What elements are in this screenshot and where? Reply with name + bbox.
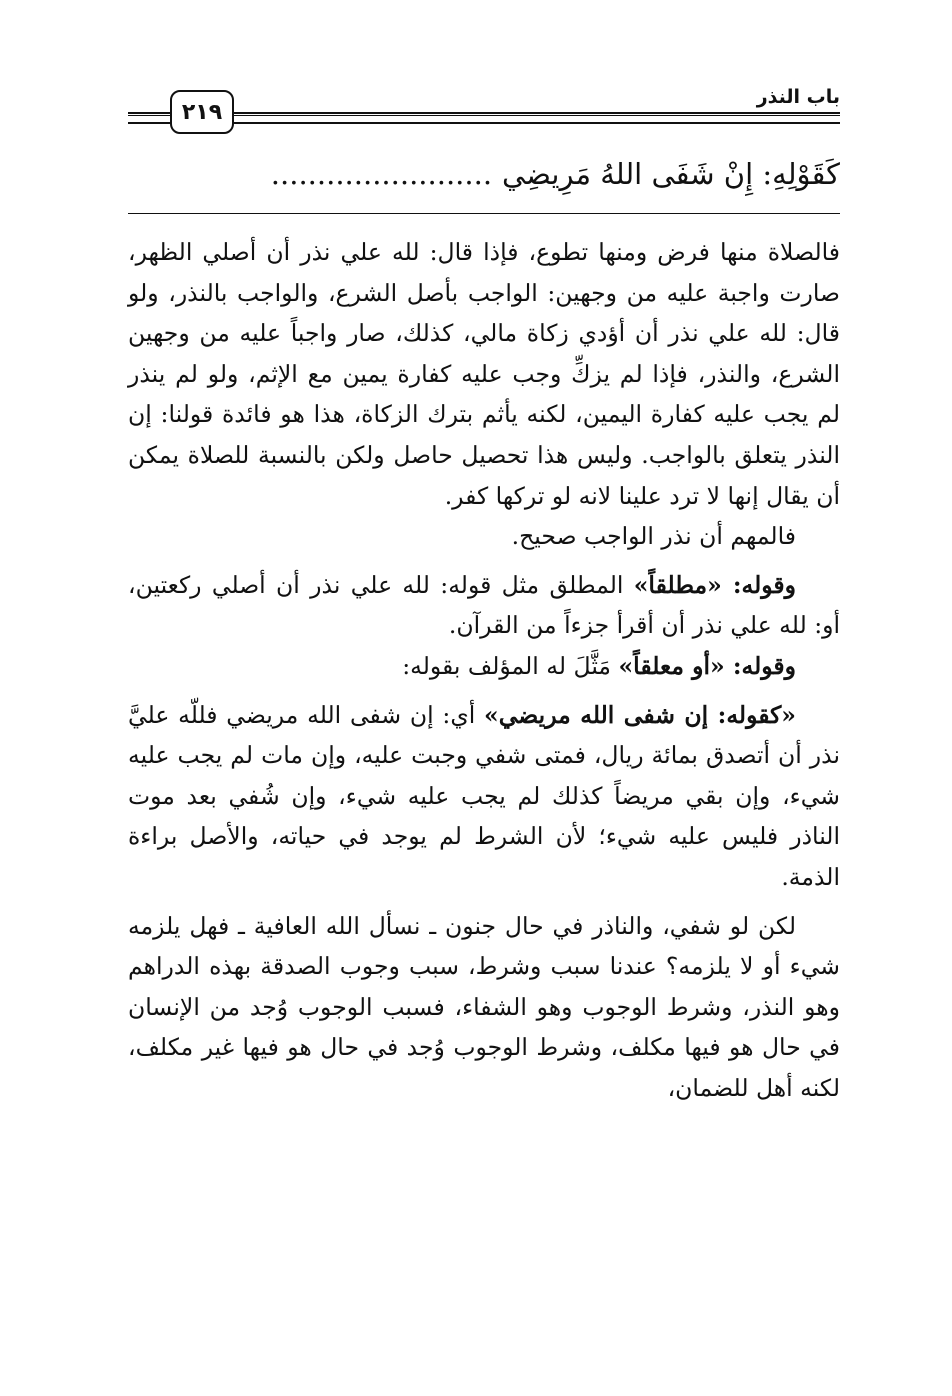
paragraph-1: فالصلاة منها فرض ومنها تطوع، فإذا قال: لله علي نذر أن أصلي الظهر، صارت واجبة عليه من وجهين: الواجب بأصل الشرع، والواجب بالنذر، ولو قال: لله علي نذر أن أؤدي زكاة مالي، كذلك، صار واجباً عليه من وجهين الشرع، والنذر، فإذا لم يزكِّ وجب عليه كفارة يمين مع الإثم، ولو لم ينذر لم يجب عليه كفارة اليمين، لكنه يأثم بترك الزكاة، هذا هو فائدة قولنا: إن النذر يتعلق بالواجب. وليس هذا تحصيل حاصل ولكن بالنسبة للصلاة يمكن أن يقال إنها لا ترد علينا لانه لو تركها كفر. (128, 238, 840, 510)
quote-matn: «كقوله: إن شفى الله مريضي» (484, 700, 796, 729)
quote-muallaqan: وقوله: «أو معلقاً» (618, 651, 796, 680)
matn-separator (128, 213, 840, 214)
page-header (128, 84, 840, 134)
matn-text: كَقَوْلِهِ: إِنْ شَفَى اللهُ مَرِيضِي (502, 157, 840, 191)
chapter-title: باب النذر (747, 84, 840, 110)
paragraph-3-text: المطلق مثل قوله: لله علي نذر أن أصلي ركعتين، أو: لله علي نذر أن أقرأ جزءاً من القرآن. (128, 570, 840, 640)
page-number-box: ٢١٩ (170, 90, 234, 134)
paragraph-4 (128, 646, 840, 687)
matn-line (128, 150, 840, 198)
paragraph-5 (128, 695, 840, 898)
paragraph-2: فالمهم أن نذر الواجب صحيح. (511, 522, 796, 551)
commentary-body (128, 232, 840, 1108)
paragraph-6: لكن لو شفي، والناذر في حال جنون ـ نسأل الله العافية ـ فهل يلزمه شيء أو لا يلزمه؟ عندنا سبب وشرط، سبب وجوب الصدقة بهذه الدراهم وهو النذر، وشرط الوجوب وهو الشفاء، فسبب الوجوب وُجد من الإنسان في حال هو فيها مكلف، وشرط الوجوب وُجد في حال هو فيها غير مكلف، لكنه أهل للضمان، (128, 911, 840, 1102)
matn-dots: ........................ (270, 157, 493, 191)
paragraph-3 (128, 565, 840, 646)
paragraph-4-text: مَثَّلَ له المؤلف بقوله: (402, 651, 619, 680)
paragraph-5-text: أي: إن شفى الله مريضي فللّه عليَّ نذر أن أتصدق بمائة ريال، فمتى شفي وجبت عليه، وإن مات لم يجب عليه شيء، وإن بقي مريضاً كذلك لم يجب عليه شيء، وإن شُفي بعد موت الناذر فليس عليه شيء؛ لأن الشرط لم يوجد في حياته، والأصل براءة الذمة. (128, 700, 840, 891)
quote-mutlaqan: وقوله: «مطلقاً» (633, 570, 796, 599)
header-double-rule (128, 112, 840, 124)
